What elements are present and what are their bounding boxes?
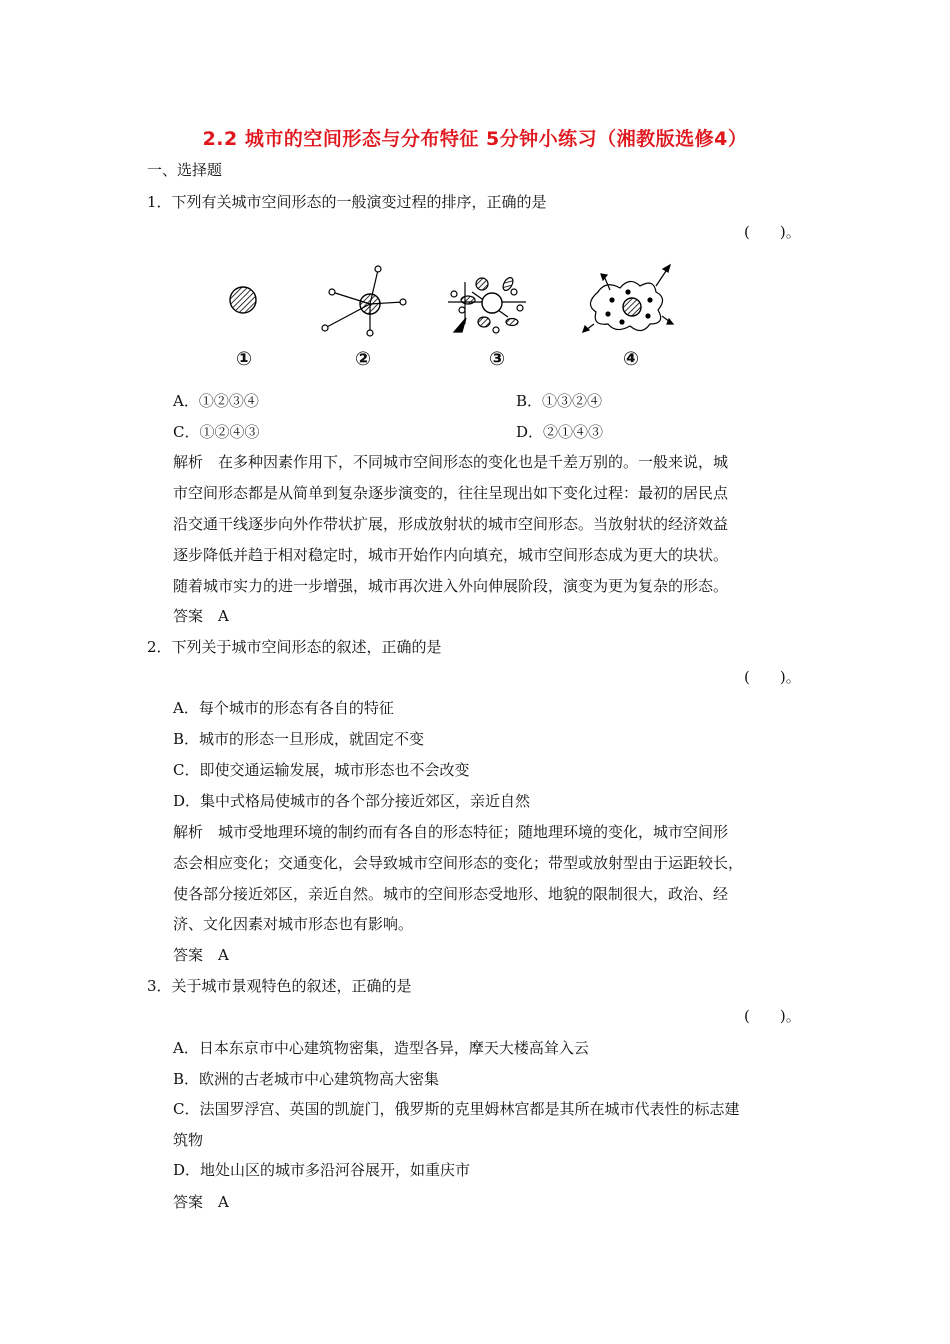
section-heading: 一、选择题 (147, 161, 223, 179)
question-2-option-a: A．每个城市的形态有各自的特征 (173, 699, 394, 717)
question-2-analysis-line: 解析 城市受地理环境的制约而有各自的形态特征；随地理环境的变化，城市空间形 (173, 823, 729, 841)
question-1-option-b: B．①③②④ (516, 392, 603, 410)
diagram-2-radial (322, 266, 406, 336)
question-3-answer-blank: ( )。 (744, 1007, 801, 1025)
question-1-option-c: C．①②④③ (173, 423, 260, 441)
city-form-diagrams (210, 262, 690, 352)
question-3-option-a: A．日本东京市中心建筑物密集，造型各异，摩天大楼高耸入云 (173, 1039, 589, 1057)
question-1-analysis-line: 市空间形态都是从简单到复杂逐步演变的，往往呈现出如下变化过程：最初的居民点 (173, 484, 729, 502)
question-1-stem: 1．下列有关城市空间形态的一般演变过程的排序，正确的是 (147, 193, 547, 211)
question-3-option-d: D．地处山区的城市多沿河谷展开，如重庆市 (173, 1161, 471, 1179)
question-1-analysis-line: 随着城市实力的进一步增强，城市再次进入外向伸展阶段，演变为更为复杂的形态。 (173, 577, 729, 595)
figure-label-4: ④ (622, 348, 640, 370)
question-2-answer-blank: ( )。 (744, 668, 801, 686)
question-2-analysis-line: 济、文化因素对城市形态也有影响。 (173, 915, 414, 933)
page-title: 2.2 城市的空间形态与分布特征 5分钟小练习（湘教版选修4） (202, 128, 748, 150)
diagram-3-filling (448, 276, 526, 333)
question-2-analysis-line: 使各部分接近郊区，亲近自然。城市的空间形态受地形、地貌的限制很大，政治、经 (173, 885, 729, 903)
question-2-stem: 2．下列关于城市空间形态的叙述，正确的是 (147, 638, 442, 656)
question-3-stem: 3．关于城市景观特色的叙述，正确的是 (147, 977, 412, 995)
question-1-option-a: A．①②③④ (173, 392, 259, 410)
question-1-answer-blank: ( )。 (744, 223, 801, 241)
diagram-4-complex (583, 265, 673, 332)
question-2-answer: 答案 A (173, 946, 229, 964)
diagram-1-compact (230, 287, 256, 313)
question-3-answer: 答案 A (173, 1193, 229, 1211)
question-1-analysis-line: 解析 在多种因素作用下，不同城市空间形态的变化也是千差万别的。一般来说，城 (173, 453, 729, 471)
question-1-analysis-line: 沿交通干线逐步向外作带状扩展，形成放射状的城市空间形态。当放射状的经济效益 (173, 515, 729, 533)
city-form-figure (210, 262, 690, 372)
figure-label-3: ③ (488, 348, 506, 370)
question-2-option-b: B．城市的形态一旦形成，就固定不变 (173, 730, 425, 748)
question-3-option-b: B．欧洲的古老城市中心建筑物高大密集 (173, 1070, 440, 1088)
question-2-option-c: C．即使交通运输发展，城市形态也不会改变 (173, 761, 470, 779)
figure-label-1: ① (235, 348, 253, 370)
question-2-analysis-line: 态会相应变化；交通变化，会导致城市空间形态的变化；带型或放射型由于运距较长， (173, 854, 744, 872)
question-3-option-c: C．法国罗浮宫、英国的凯旋门，俄罗斯的克里姆林宫都是其所在城市代表性的标志建 (173, 1100, 740, 1118)
question-1-option-d: D．②①④③ (516, 423, 604, 441)
question-1-analysis-line: 逐步降低并趋于相对稳定时，城市开始作内向填充，城市空间形态成为更大的块状。 (173, 546, 729, 564)
question-3-option-c-cont: 筑物 (173, 1131, 204, 1149)
question-2-option-d: D．集中式格局使城市的各个部分接近郊区，亲近自然 (173, 792, 531, 810)
question-1-answer: 答案 A (173, 607, 229, 625)
figure-label-2: ② (354, 348, 372, 370)
